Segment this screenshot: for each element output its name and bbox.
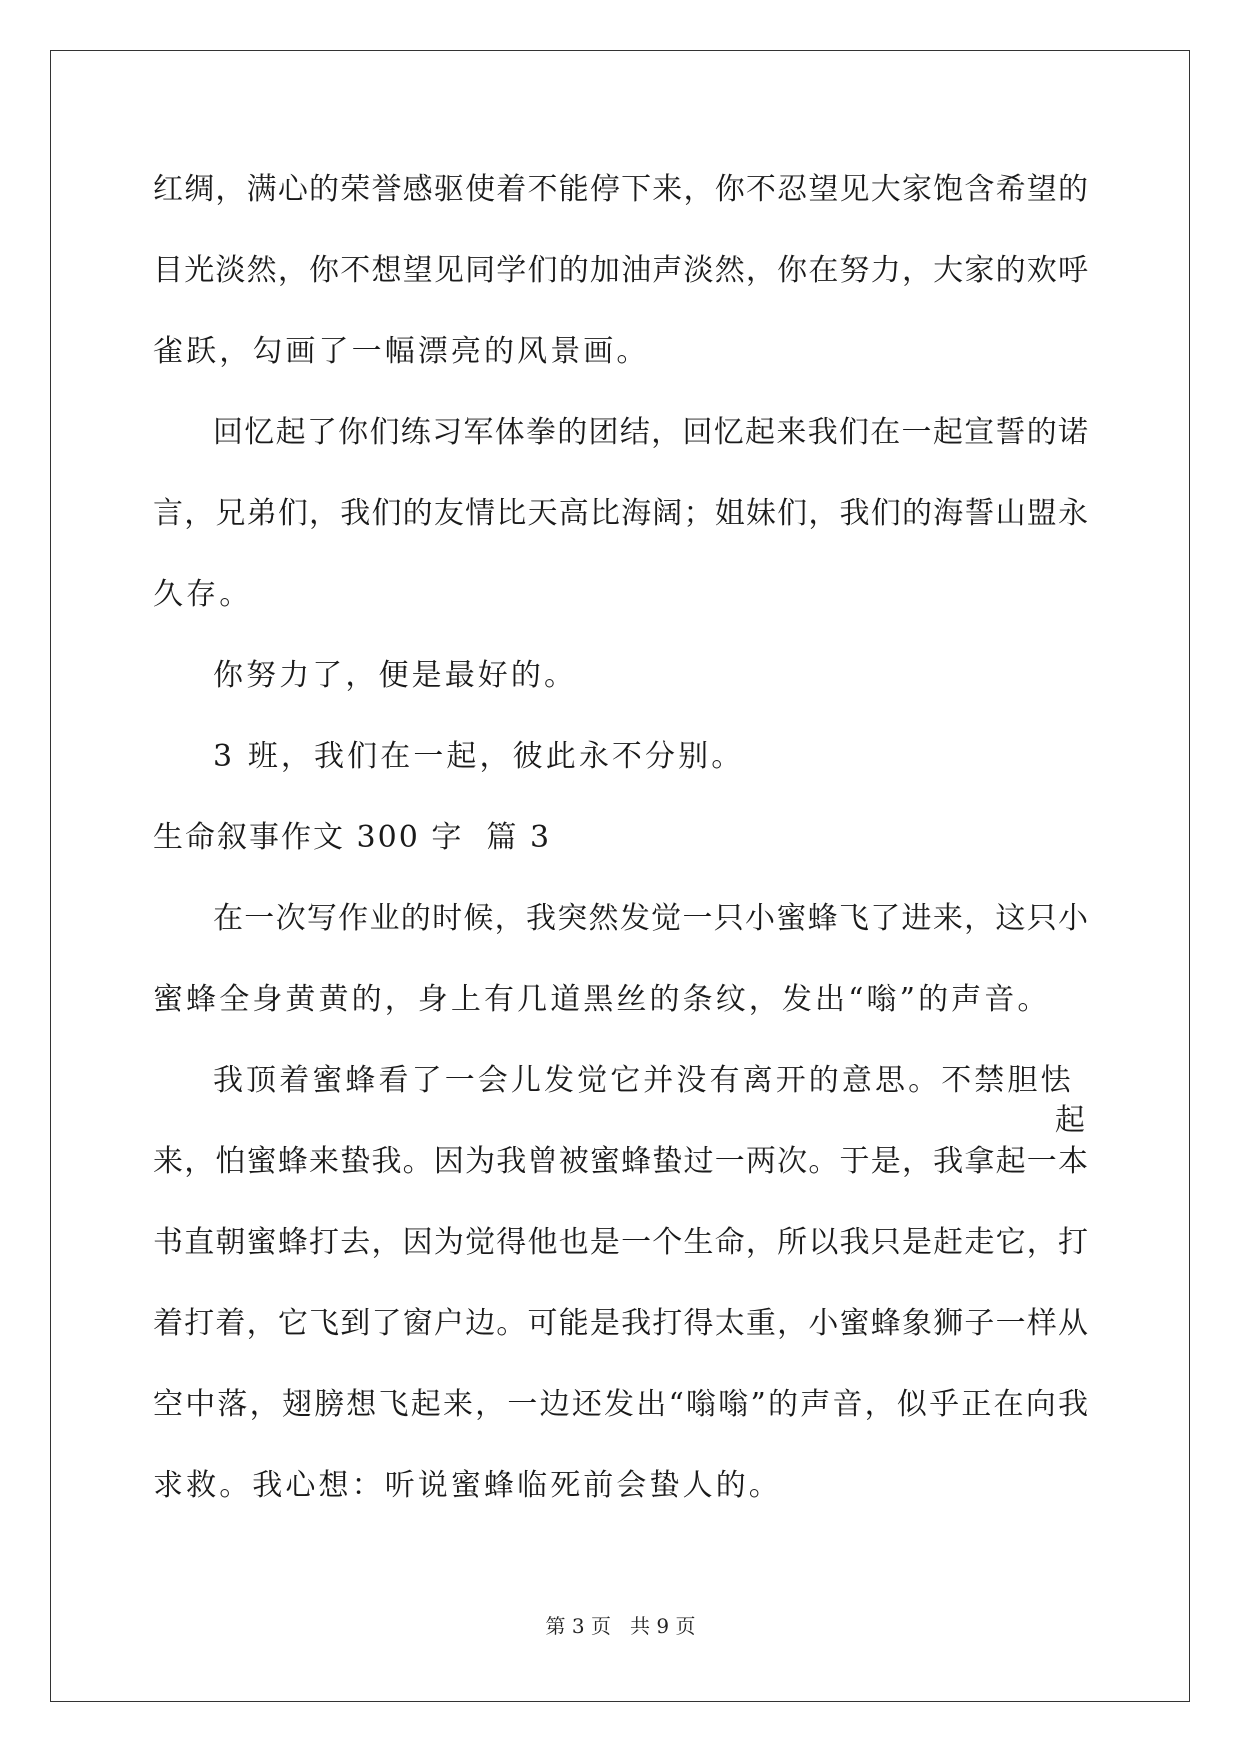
text-line: 红绸，满心的荣誉感驱使着不能停下来，你不忍望见大家饱含希望的 — [153, 172, 1088, 207]
text-segment: 我顶着蜜蜂看了一会儿发觉它并没有离开的意思。不禁胆怯 — [213, 1063, 1074, 1098]
text-line: 空中落，翅膀想飞起来，一边还发出“嗡嗡”的声音，似乎正在向我 — [153, 1387, 1088, 1422]
text-line: 目光淡然，你不想望见同学们的加油声淡然，你在努力，大家的欢呼 — [153, 253, 1088, 288]
text-line: 雀跃，勾画了一幅漂亮的风景画。 — [153, 334, 650, 369]
text-line: 言，兄弟们，我们的友情比天高比海阔；姐妹们，我们的海誓山盟永 — [153, 496, 1088, 531]
text-line: 在一次写作业的时候，我突然发觉一只小蜜蜂飞了进来，这只小 — [213, 901, 1088, 936]
section-heading: 生命叙事作文 300 字 篇 3 — [153, 820, 552, 855]
text-line: 你努力了，便是最好的。 — [213, 658, 578, 693]
text-line: 回忆起了你们练习军体拳的团结，回忆起来我们在一起宣誓的诺 — [213, 415, 1088, 450]
text-line: 书直朝蜜蜂打去，因为觉得他也是一个生命，所以我只是赶走它，打 — [153, 1225, 1088, 1260]
page-border — [50, 50, 1190, 1702]
text-line: 久存。 — [153, 577, 253, 612]
text-line: 来，怕蜜蜂来蛰我。因为我曾被蜜蜂蛰过一两次。于是，我拿起一本 — [153, 1144, 1088, 1179]
text-line — [213, 1061, 1088, 1141]
text-line: 3 班，我们在一起，彼此永不分别。 — [213, 739, 745, 774]
text-line: 着打着，它飞到了窗户边。可能是我打得太重，小蜜蜂象狮子一样从 — [153, 1306, 1088, 1341]
page-footer: 第 3 页 共 9 页 — [545, 1614, 696, 1638]
text-segment: 起 — [1054, 1103, 1088, 1138]
text-line: 求救。我心想：听说蜜蜂临死前会蛰人的。 — [153, 1468, 782, 1503]
text-line: 蜜蜂全身黄黄的，身上有几道黑丝的条纹，发出“嗡”的声音。 — [153, 982, 1051, 1017]
